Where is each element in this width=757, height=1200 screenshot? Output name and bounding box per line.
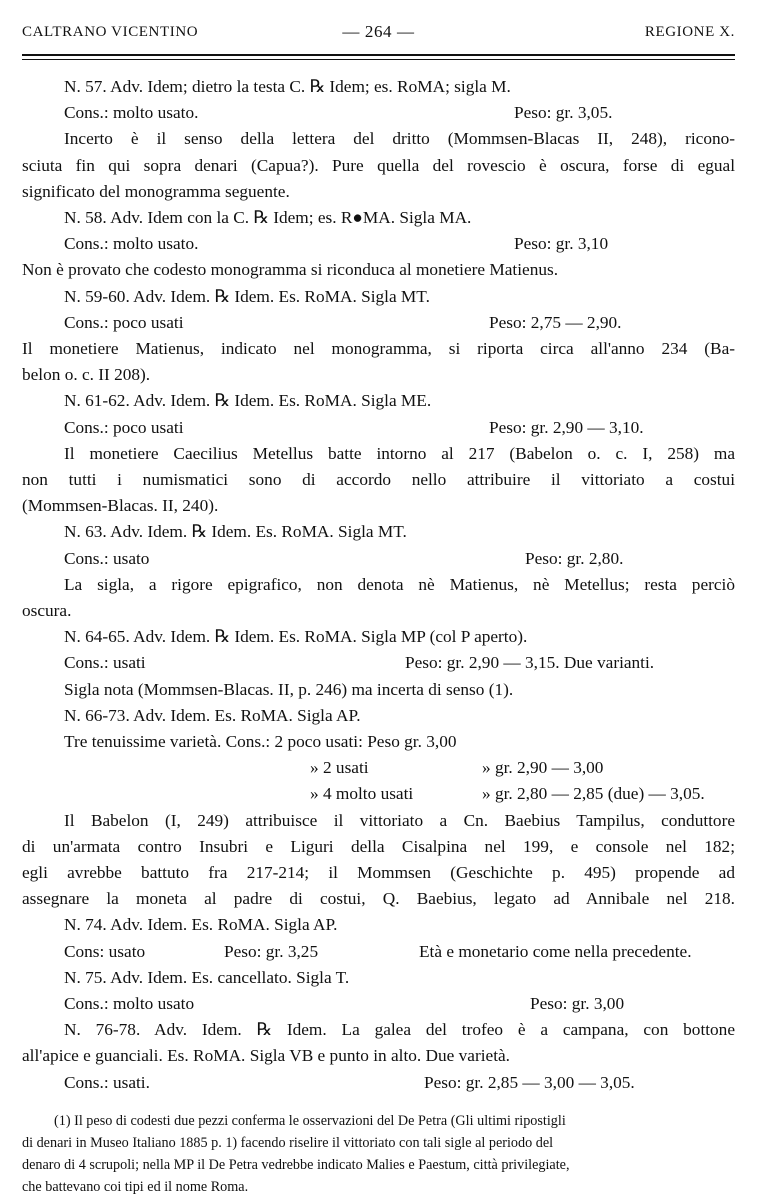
text-line: Cons: usato [64, 941, 146, 961]
text-line: Età e monetario come nella precedente. [419, 941, 692, 961]
text-line: Cons.: molto usato [64, 993, 195, 1013]
text-line: Peso: gr. 3,00 [530, 993, 625, 1013]
text-line: Non è provato che codesto monogramma si riconduca al monetiere Matienus. [22, 260, 559, 280]
text-row [22, 1070, 735, 1096]
footnotes [22, 1110, 735, 1198]
text-line: N. 59-60. Adv. Idem. ℞ Idem. Es. RoMA. Sigla MT. [64, 286, 430, 306]
text-line: N. 58. Adv. Idem con la C. ℞ Idem; es. R●MA. Sigla MA. [64, 208, 472, 227]
text-line: N. 76-78. Adv. Idem. ℞ Idem. La galea del trofeo è a campana, con bottone [64, 1020, 735, 1040]
text-line: Cons.: usati. [64, 1072, 150, 1092]
text-line: Cons.: poco usati [64, 312, 184, 332]
header-location: CALTRANO VICENTINO [22, 24, 199, 40]
text-line: belon o. c. II 208). [22, 365, 151, 385]
text-line: sciuta fin qui sopra denari (Capua?). Pure quella del rovescio è oscura, forse di egual [22, 155, 735, 175]
text-row [22, 755, 735, 781]
text-row [22, 546, 735, 572]
text-line: oscura. [22, 600, 72, 620]
text-line: Il monetiere Caecilius Metellus batte intorno al 217 (Babelon o. c. I, 258) ma [64, 443, 735, 463]
text-line: » gr. 2,90 — 3,00 [482, 758, 604, 778]
text-row [22, 415, 735, 441]
text-row [22, 650, 735, 676]
header-region: REGIONE X. [644, 24, 735, 40]
text-line: Peso: 2,75 — 2,90. [489, 312, 622, 332]
text-row [22, 310, 735, 336]
text-line: Tre tenuissime varietà. Cons.: 2 poco usati: Peso gr. 3,00 [64, 731, 457, 751]
text-line: La sigla, a rigore epigrafico, non denota nè Matienus, nè Metellus; resta perciò [64, 574, 735, 594]
text-line: N. 61-62. Adv. Idem. ℞ Idem. Es. RoMA. Sigla ME. [64, 391, 432, 411]
text-line: Peso: gr. 3,10 [514, 234, 609, 254]
text-line: Cons.: molto usato. [64, 234, 199, 254]
text-line: Il monetiere Matienus, indicato nel monogramma, si riporta circa all'anno 234 (Ba- [22, 338, 735, 358]
text-line: N. 64-65. Adv. Idem. ℞ Idem. Es. RoMA. Sigla MP (col P aperto). [64, 627, 528, 647]
text-line: egli avrebbe battuto fra 217-214; il Mommsen (Geschichte p. 495) propende ad [22, 862, 735, 882]
text-line: » 2 usati [310, 758, 369, 778]
running-header [22, 18, 735, 48]
text-line: N. 57. Adv. Idem; dietro la testa C. ℞ Idem; es. RoMA; sigla M. [64, 77, 511, 96]
text-row [22, 939, 735, 965]
text-line: non tutti i numismatici sono di accordo nello attribuire il vittoriato a costui [22, 469, 735, 489]
text-line: all'apice e guanciali. Es. RoMA. Sigla VB e punto in alto. Due varietà. [22, 1046, 510, 1066]
text-line: di un'armata contro Insubri e Liguri della Cisalpina nel 199, e console nel 182; [22, 836, 735, 856]
text-line: (Mommsen-Blacas. II, 240). [22, 496, 219, 516]
text-line: Incerto è il senso della lettera del dritto (Mommsen-Blacas II, 248), ricono- [64, 129, 735, 149]
text-line: N. 66-73. Adv. Idem. Es. RoMA. Sigla AP. [64, 705, 361, 725]
page-number: — 264 — [342, 22, 415, 41]
text-line: Peso: gr. 3,05. [514, 103, 613, 123]
header-rule [22, 54, 735, 60]
text-line: assegnare la moneta al padre di costui, Q. Baebius, legato ad Annibale nel 218. [22, 889, 735, 909]
text-row [22, 100, 735, 126]
text-line: Peso: gr. 2,90 — 3,15. Due varianti. [405, 653, 655, 673]
text-line: Cons.: usati [64, 653, 146, 673]
text-line: Peso: gr. 2,80. [525, 548, 624, 568]
footnote-line: (1) Il peso di codesti due pezzi conferma le osservazioni del De Petra (Gli ultimi ripostigli [54, 1112, 566, 1129]
text-line: » gr. 2,80 — 2,85 (due) — 3,05. [482, 784, 705, 804]
text-line: Peso: gr. 2,85 — 3,00 — 3,05. [424, 1072, 635, 1092]
text-line: N. 74. Adv. Idem. Es. RoMA. Sigla AP. [64, 915, 338, 935]
text-line: Cons.: usato [64, 548, 150, 568]
text-line: » 4 molto usati [310, 784, 414, 804]
text-line: Cons.: molto usato. [64, 103, 199, 123]
footnote-line: di denari in Museo Italiano 1885 p. 1) facendo riselire il vittoriato con tali sigle al periodo del [22, 1134, 554, 1151]
text-row [22, 231, 735, 257]
text-line: Cons.: poco usati [64, 417, 184, 437]
footnote-line: denaro di 4 scrupoli; nella MP il De Petra vedrebbe indicato Malies e Paestum, città privilegiate, [22, 1156, 570, 1173]
text-line: significato del monogramma seguente. [22, 181, 290, 201]
text-line: Peso: gr. 2,90 — 3,10. [489, 417, 644, 437]
footnote-line: che battevano coi tipi ed il nome Roma. [22, 1178, 249, 1195]
text-line: Il Babelon (I, 249) attribuisce il vittoriato a Cn. Baebius Tampilus, conduttore [64, 810, 735, 830]
main-text [22, 74, 735, 1096]
text-line: Sigla nota (Mommsen-Blacas. II, p. 246) ma incerta di senso (1). [64, 679, 514, 699]
text-line: N. 75. Adv. Idem. Es. cancellato. Sigla T. [64, 967, 350, 987]
text-line: N. 63. Adv. Idem. ℞ Idem. Es. RoMA. Sigla MT. [64, 522, 407, 542]
text-row [22, 781, 735, 807]
text-row [22, 991, 735, 1017]
text-line: Peso: gr. 3,25 [224, 941, 319, 961]
